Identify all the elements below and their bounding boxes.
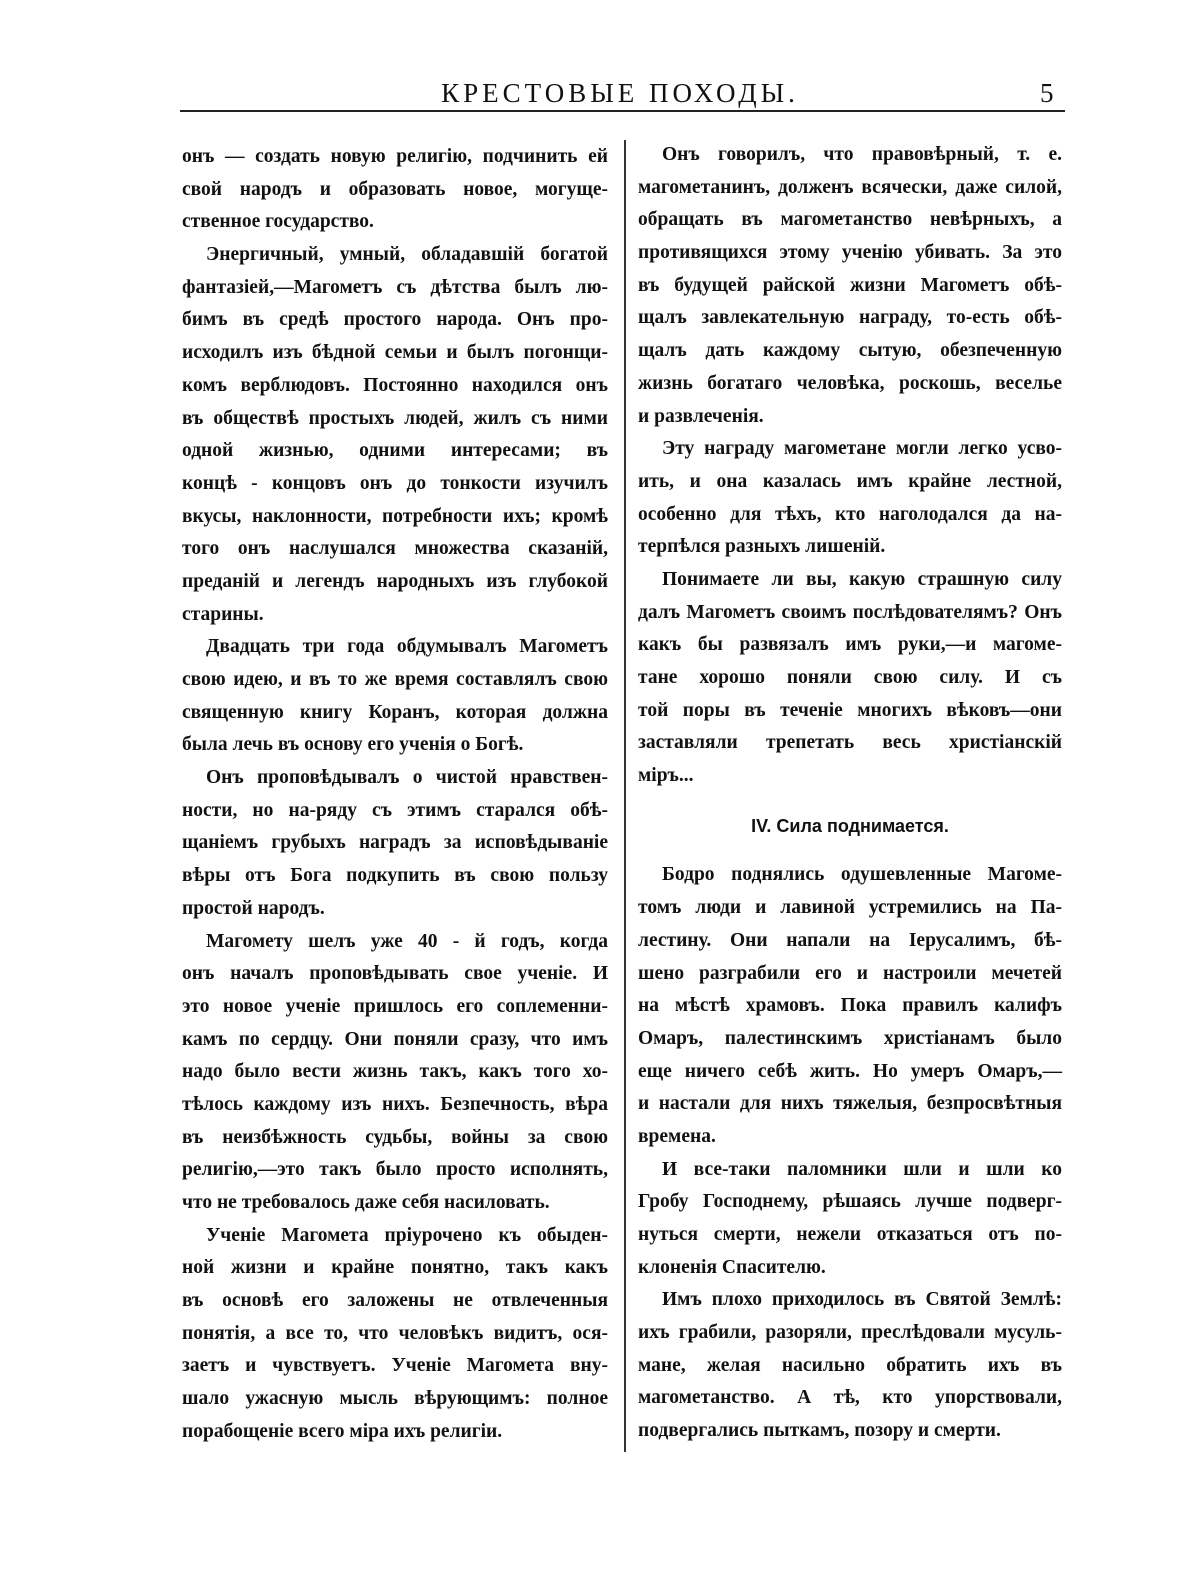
text-line: свою идею, и въ то же время составлялъ свою xyxy=(182,669,608,690)
text-line: Онъ проповѣдывалъ о чистой нравствен- xyxy=(206,767,608,789)
text-line: времена. xyxy=(638,1125,716,1147)
text-line: ственное государство. xyxy=(182,211,374,233)
text-line: ить, и она казалась имъ крайне лестной, xyxy=(638,470,1062,492)
text-line: лестину. Они напали на Іерусалимъ, бѣ- xyxy=(638,929,1062,951)
text-line: онъ — создать новую религію, подчинить ей xyxy=(182,146,608,167)
text-line: на мѣстѣ храмовъ. Пока правилъ калифъ xyxy=(638,995,1062,1017)
text-line: онъ началъ проповѣдывать свое ученіе. И xyxy=(182,963,608,985)
text-line: щаніемъ грубыхъ наградъ за исповѣдываніе xyxy=(182,832,608,854)
text-line: Омаръ, палестинскимъ христіанамъ было xyxy=(638,1027,1062,1049)
text-line: и развлеченія. xyxy=(638,405,764,427)
text-line: комъ верблюдовъ. Постоянно находился онъ xyxy=(182,374,608,396)
text-line: въ будущей райской жизни Магометъ обѣ- xyxy=(638,274,1062,296)
text-line: мане, желая насильно обратить ихъ въ xyxy=(638,1354,1062,1376)
paragraph xyxy=(182,631,608,762)
text-line: терпѣлся разныхъ лишеній. xyxy=(638,536,886,558)
text-line: подвергались пыткамъ, позору и смерти. xyxy=(638,1420,1001,1442)
text-line: магометанинъ, долженъ всячески, даже силой, xyxy=(638,176,1062,198)
text-line: ности, но на-ряду съ этимъ старался обѣ- xyxy=(182,799,608,821)
text-line: тѣлось каждому изъ нихъ. Безпечность, вѣра xyxy=(182,1093,608,1115)
paragraph xyxy=(638,1284,1062,1447)
text-line: ихъ грабили, разоряли, преслѣдовали мусуль- xyxy=(638,1322,1062,1344)
text-line: и настали для нихъ тяжелыя, безпросвѣтныя xyxy=(638,1093,1062,1115)
text-line: жизнь богатаго человѣка, роскошь, веселье xyxy=(638,372,1062,394)
column-divider xyxy=(624,140,626,1452)
right-column xyxy=(638,139,1062,1448)
text-line: бимъ въ средѣ простого народа. Онъ про- xyxy=(182,309,608,331)
text-line: простой народъ. xyxy=(182,897,325,919)
text-line: исходилъ изъ бѣдной семьи и былъ погонщи- xyxy=(182,342,608,364)
text-line: вѣры отъ Бога подкупить въ свою пользу xyxy=(182,865,608,887)
text-line: камъ по сердцу. Они поняли сразу, что имъ xyxy=(182,1028,608,1050)
right-column-before-heading xyxy=(638,139,1062,793)
text-line: ной жизни и крайне понятно, такъ какъ xyxy=(182,1257,608,1279)
text-line: Понимаете ли вы, какую страшную силу xyxy=(662,568,1062,590)
text-line: была лечь въ основу его ученія о Богѣ. xyxy=(182,734,524,756)
text-line: священную книгу Коранъ, которая должна xyxy=(182,701,608,723)
text-line: магометанство. А тѣ, кто упорствовали, xyxy=(638,1387,1062,1409)
text-line: понятія, а все то, что человѣкъ видитъ, ося- xyxy=(182,1322,608,1344)
text-line: Двадцать три года обдумывалъ Магометъ xyxy=(206,636,608,658)
paragraph xyxy=(638,433,1062,564)
paragraph xyxy=(638,564,1062,793)
text-line: Бодро поднялись одушевленные Магоме- xyxy=(662,864,1062,886)
text-line: фантазіей,—Магометъ съ дѣтства былъ лю- xyxy=(182,276,608,298)
text-line: въ неизбѣжность судьбы, войны за свою xyxy=(182,1126,608,1148)
right-column-after-heading xyxy=(638,859,1062,1447)
text-line: шено разграбили его и настроили мечетей xyxy=(638,962,1062,984)
text-line: шало ужасную мысль вѣрующимъ: полное xyxy=(182,1388,608,1410)
paragraph xyxy=(638,859,1062,1153)
text-line: надо было вести жизнь такъ, какъ того хо- xyxy=(182,1061,608,1083)
paragraph xyxy=(182,926,608,1220)
text-line: въ обществѣ простыхъ людей, жилъ съ ними xyxy=(182,407,608,429)
text-line: обращать въ магометанство невѣрныхъ, а xyxy=(638,209,1062,231)
text-line: концѣ - концовъ онъ до тонкости изучилъ xyxy=(182,472,608,494)
paragraph xyxy=(638,139,1062,433)
text-line: нуться смерти, нежели отказаться отъ по- xyxy=(638,1224,1062,1245)
paragraph xyxy=(182,762,608,925)
text-line: Эту награду магометане могли легко усво- xyxy=(662,438,1062,460)
paragraph xyxy=(182,1220,608,1449)
text-line: это новое ученіе пришлось его соплеменни- xyxy=(182,995,608,1017)
text-line: той поры въ теченіе многихъ вѣковъ—они xyxy=(638,699,1062,721)
text-line: И все-таки паломники шли и шли ко xyxy=(662,1158,1062,1180)
section-heading: IV. Сила поднимается. xyxy=(751,815,949,836)
text-line: заставляли трепетать весь христіанскій xyxy=(638,732,1062,754)
paragraph xyxy=(182,239,608,631)
text-line: Магомету шелъ уже 40 - й годъ, когда xyxy=(206,930,608,952)
text-line: Имъ плохо приходилось въ Святой Землѣ: xyxy=(662,1289,1062,1311)
text-line: порабощеніе всего міра ихъ религіи. xyxy=(182,1420,503,1442)
text-line: особенно для тѣхъ, кто наголодался да на- xyxy=(638,503,1062,525)
text-line: міръ... xyxy=(638,765,694,787)
text-line: Ученіе Магомета пріурочено къ обыден- xyxy=(206,1224,608,1246)
text-line: одной жизнью, одними интересами; въ xyxy=(182,440,608,462)
text-line: щалъ завлекательную награду, то-есть обѣ- xyxy=(638,307,1062,329)
text-line: тане хорошо поняли свою силу. И съ xyxy=(638,667,1062,688)
text-line: Гробу Господнему, рѣшаясь лучше подверг- xyxy=(638,1191,1062,1213)
text-line: въ основѣ его заложены не отвлеченныя xyxy=(182,1290,608,1312)
text-line: еще ничего себѣ жить. Но умеръ Омаръ,— xyxy=(638,1060,1062,1082)
text-line: религію,—это такъ было просто исполнять, xyxy=(182,1159,608,1181)
text-line: преданій и легендъ народныхъ изъ глубокой xyxy=(182,570,608,592)
header-rule xyxy=(180,110,1065,112)
text-line: какъ бы развязалъ имъ руки,—и магоме- xyxy=(638,634,1062,656)
text-line: щалъ дать каждому сытую, обезпеченную xyxy=(638,340,1062,362)
text-line: клоненія Спасителю. xyxy=(638,1256,826,1278)
text-line: Онъ говорилъ, что правовѣрный, т. е. xyxy=(662,144,1062,165)
paragraph xyxy=(638,1154,1062,1285)
paragraph xyxy=(182,141,608,239)
text-line: что не требовалось даже себя насиловать. xyxy=(182,1192,550,1213)
page-number: 5 xyxy=(1040,78,1054,108)
text-line: вкусы, наклонности, потребности ихъ; кромѣ xyxy=(182,505,608,527)
text-line: того онъ наслушался множества сказаній, xyxy=(182,538,608,560)
text-line: томъ люди и лавиной устремились на Па- xyxy=(638,897,1062,919)
text-line: старины. xyxy=(182,603,264,625)
text-line: противящихся этому ученію убивать. За это xyxy=(638,242,1062,264)
text-line: заетъ и чувствуетъ. Ученіе Магомета вну- xyxy=(182,1355,608,1377)
text-line: далъ Магометъ своимъ послѣдователямъ? Онъ xyxy=(638,601,1062,623)
text-line: свой народъ и образовать новое, могуще- xyxy=(182,178,608,200)
running-title: КРЕСТОВЫЕ ПОХОДЫ. xyxy=(441,78,799,108)
left-column xyxy=(182,141,608,1449)
text-line: Энергичный, умный, обладавшій богатой xyxy=(206,244,608,266)
